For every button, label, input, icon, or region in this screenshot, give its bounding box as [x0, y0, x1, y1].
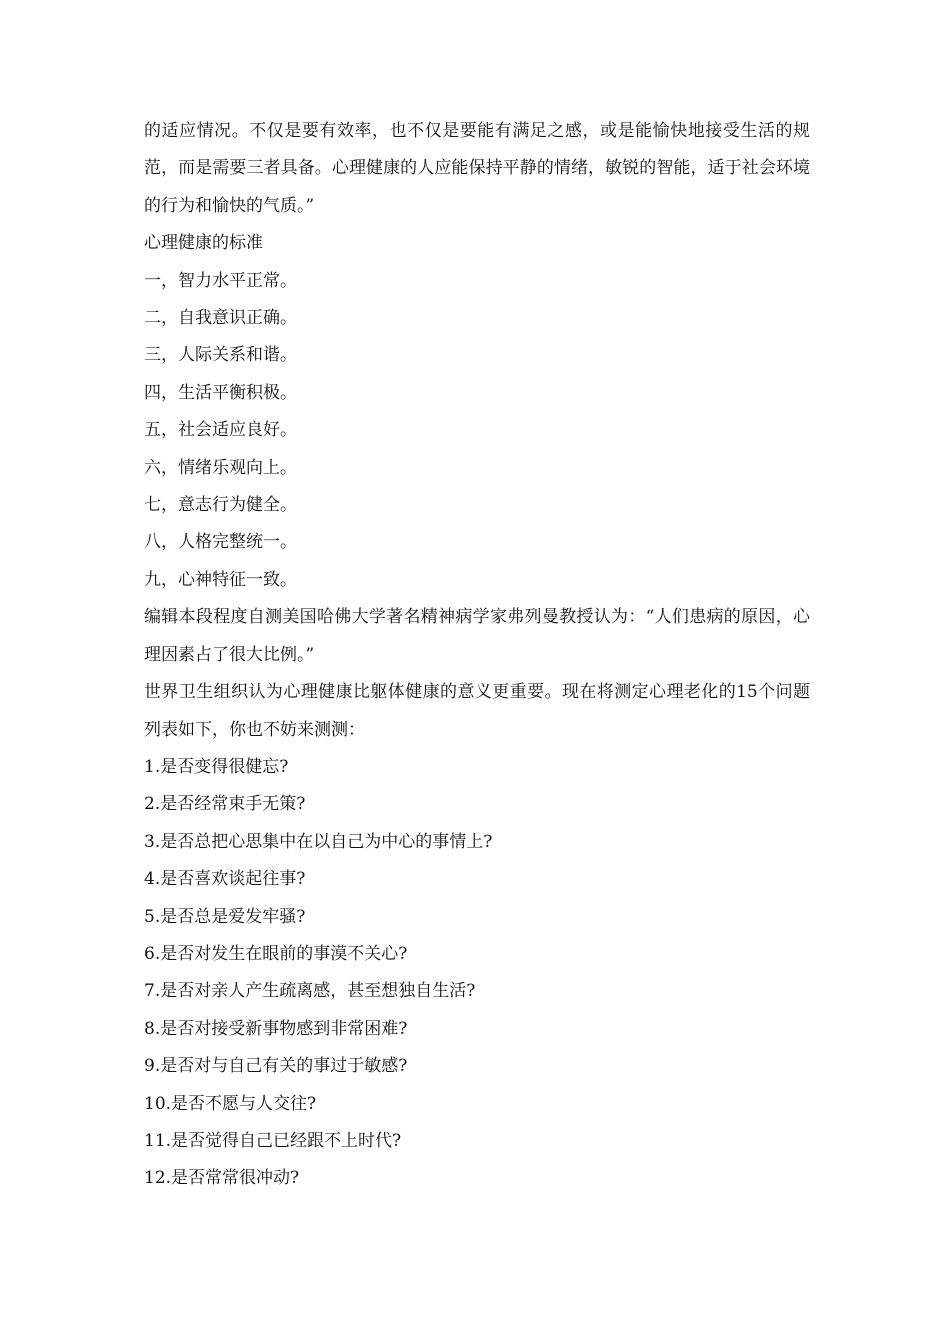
question-item-4: 4.是否喜欢谈起往事? [144, 869, 306, 890]
question-item-6: 6.是否对发生在眼前的事漠不关心? [144, 943, 408, 964]
standard-item-2: 二，自我意识正确。 [144, 308, 297, 329]
question-item-1: 1.是否变得很健忘? [144, 756, 289, 777]
question-item-3: 3.是否总把心思集中在以自己为中心的事情上? [144, 831, 493, 852]
question-item-9: 9.是否对与自己有关的事过于敏感? [144, 1056, 408, 1077]
standard-item-6: 六，情绪乐观向上。 [144, 457, 297, 478]
standard-item-7: 七，意志行为健全。 [144, 495, 297, 516]
question-item-12: 12.是否常常很冲动? [144, 1168, 300, 1189]
question-item-2: 2.是否经常束手无策? [144, 794, 306, 815]
question-item-11: 11.是否觉得自己已经跟不上时代? [144, 1130, 402, 1151]
question-item-7: 7.是否对亲人产生疏离感，甚至想独自生活? [144, 981, 476, 1002]
question-item-8: 8.是否对接受新事物感到非常困难? [144, 1018, 408, 1039]
question-item-5: 5.是否总是爱发牢骚? [144, 906, 306, 927]
standard-item-5: 五，社会适应良好。 [144, 420, 297, 441]
standard-item-4: 四，生活平衡积极。 [144, 382, 297, 403]
standards-heading: 心理健康的标准 [144, 233, 263, 254]
intro-paragraph: 的适应情况。不仅是要有效率，也不仅是要能有满足之感，或是能愉快地接受生活的规范，而是需要三者具备。心理健康的人应能保持平静的情绪，敏锐的智能，适于社会环境的行为和愉快的气质。” [144, 121, 810, 216]
who-paragraph: 世界卫生组织认为心理健康比躯体健康的意义更重要。现在将测定心理老化的15个问题列表如下，你也不妨来测测： [144, 682, 810, 740]
question-item-10: 10.是否不愿与人交往? [144, 1093, 317, 1114]
standard-item-9: 九，心神特征一致。 [144, 569, 297, 590]
document-page [144, 113, 810, 1198]
standard-item-3: 三，人际关系和谐。 [144, 345, 297, 366]
edit-paragraph: 编辑本段程度自测美国哈佛大学著名精神病学家弗列曼教授认为：“人们患病的原因，心理因素占了很大比例。” [144, 607, 810, 665]
standard-item-1: 一，智力水平正常。 [144, 270, 297, 291]
standard-item-8: 八，人格完整统一。 [144, 532, 297, 553]
